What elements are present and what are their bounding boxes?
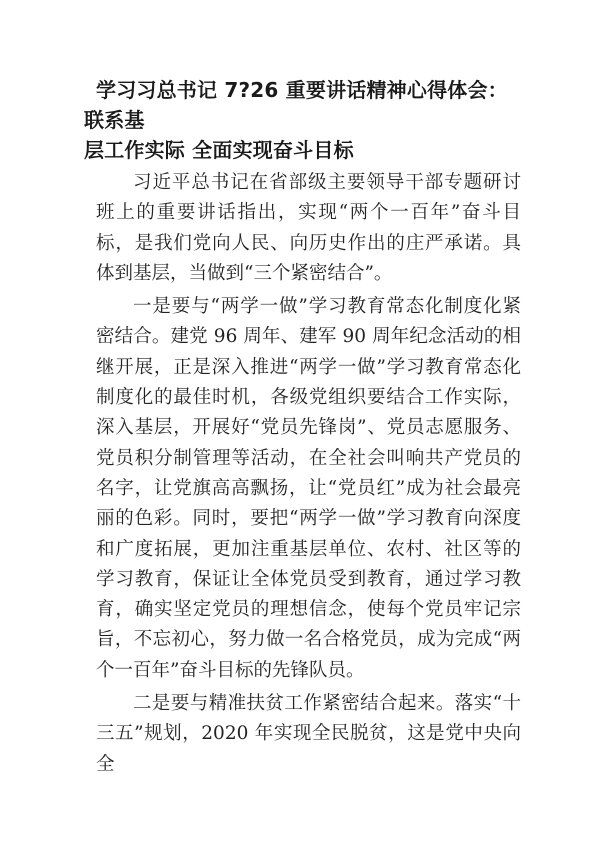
paragraph-intro: 习近平总书记在省部级主要领导干部专题研讨班上的重要讲话指出，实现“两个一百年”奋斗目标，是我们党向人民、向历史作出的庄严承诺。具体到基层，当做到“三个紧密结合”。 (96, 172, 521, 284)
title-line-2: 层工作实际 全面实现奋斗目标 (84, 138, 354, 162)
document-body (96, 168, 521, 783)
paragraph-point-one: 一是要与“两学一做”学习教育常态化制度化紧密结合。建党 96 周年、建军 90 周年纪念活动的相继开展，正是深入推进“两学一做”学习教育常态化制度化的最佳时机，各级党组织要结合工作实际，深入基层，开展好“党员先锋岗”、党员志愿服务、党员积分制管理等活动，在全社会叫响共产党员的名字，让党旗高高飘扬，让“党员红”成为社会最亮丽的色彩。同时，要把“两学一做”学习教育向深度和广度拓展，更加注重基层单位、农村、社区等的学习教育，保证让全体党员受到教育，通过学习教育，确实坚定党员的理想信念，使每个党员牢记宗旨，不忘初心，努力做一名合格党员，成为完成“两个一百年”奋斗目标的先锋队员。 (96, 296, 521, 681)
paragraph-point-two: 二是要与精准扶贫工作紧密结合起来。落实“十三五”规划，2020 年实现全民脱贫，这是党中央向全 (96, 693, 521, 775)
document-title (84, 75, 524, 165)
title-line-1: 学习习总书记 7?26 重要讲话精神心得体会：联系基 (84, 78, 508, 132)
